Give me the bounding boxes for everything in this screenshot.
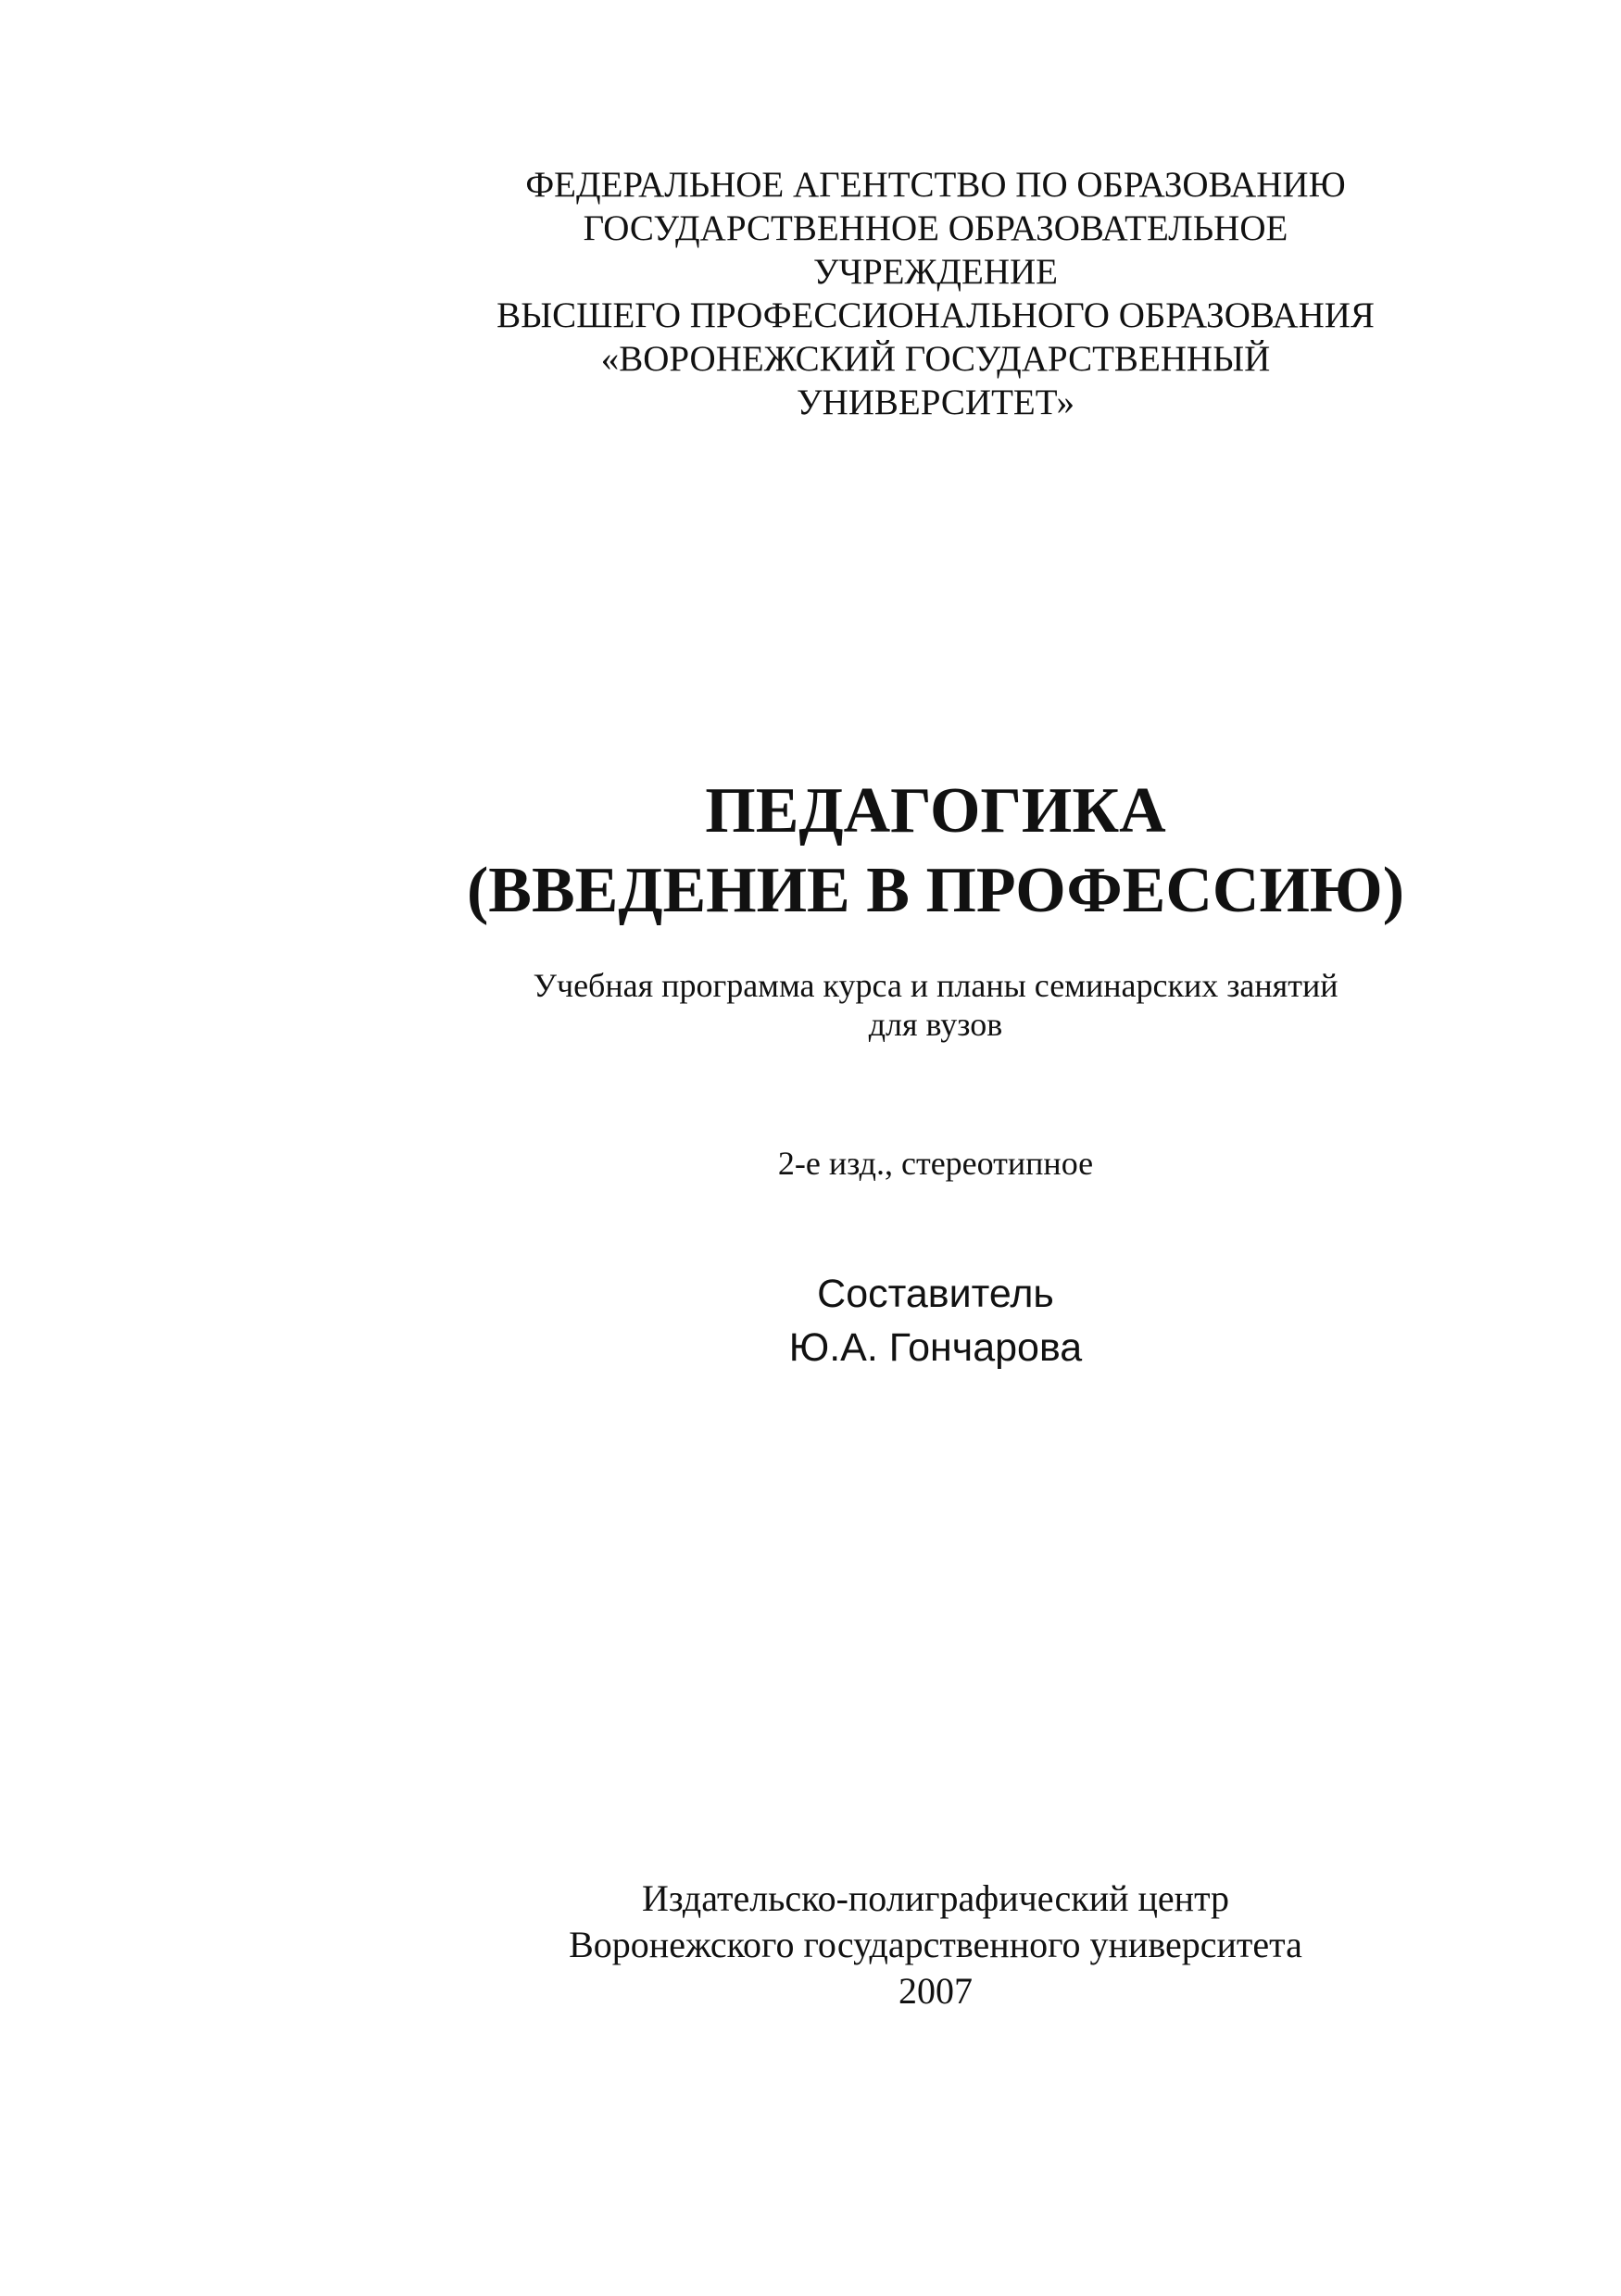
publisher-line: Издательско-полиграфический центр [641, 1877, 1230, 1919]
header-line: ФЕДЕРАЛЬНОЕ АГЕНТСТВО ПО ОБРАЗОВАНИЮ [525, 165, 1346, 205]
document-subtitle [435, 966, 1436, 1044]
document-title [435, 772, 1436, 931]
title-line: (ВВЕДЕНИЕ В ПРОФЕССИЮ) [466, 855, 1405, 926]
compiler-block [435, 1267, 1436, 1374]
compiler-label: Составитель [817, 1272, 1054, 1316]
publication-year: 2007 [898, 1970, 973, 2012]
header-line: УНИВЕРСИТЕТ» [796, 383, 1075, 422]
header-line: ВЫСШЕГО ПРОФЕССИОНАЛЬНОГО ОБРАЗОВАНИЯ [496, 295, 1375, 335]
compiler-name: Ю.А. Гончарова [788, 1325, 1083, 1370]
header-line: ГОСУДАРСТВЕННОЕ ОБРАЗОВАТЕЛЬНОЕ [583, 208, 1288, 248]
header-line: УЧРЕЖДЕНИЕ [813, 252, 1058, 292]
edition-note [435, 1144, 1436, 1183]
edition-text: 2-е изд., стереотипное [777, 1145, 1094, 1182]
publisher-line: Воронежского государственного университета [569, 1924, 1302, 1965]
header-line: «ВОРОНЕЖСКИЙ ГОСУДАРСТВЕННЫЙ [600, 339, 1271, 379]
title-line: ПЕДАГОГИКА [705, 775, 1166, 847]
institution-header [435, 163, 1436, 424]
subtitle-line: Учебная программа курса и планы семинарских занятий [533, 967, 1338, 1004]
publisher-block [435, 1876, 1436, 2014]
subtitle-line: для вузов [868, 1006, 1003, 1043]
